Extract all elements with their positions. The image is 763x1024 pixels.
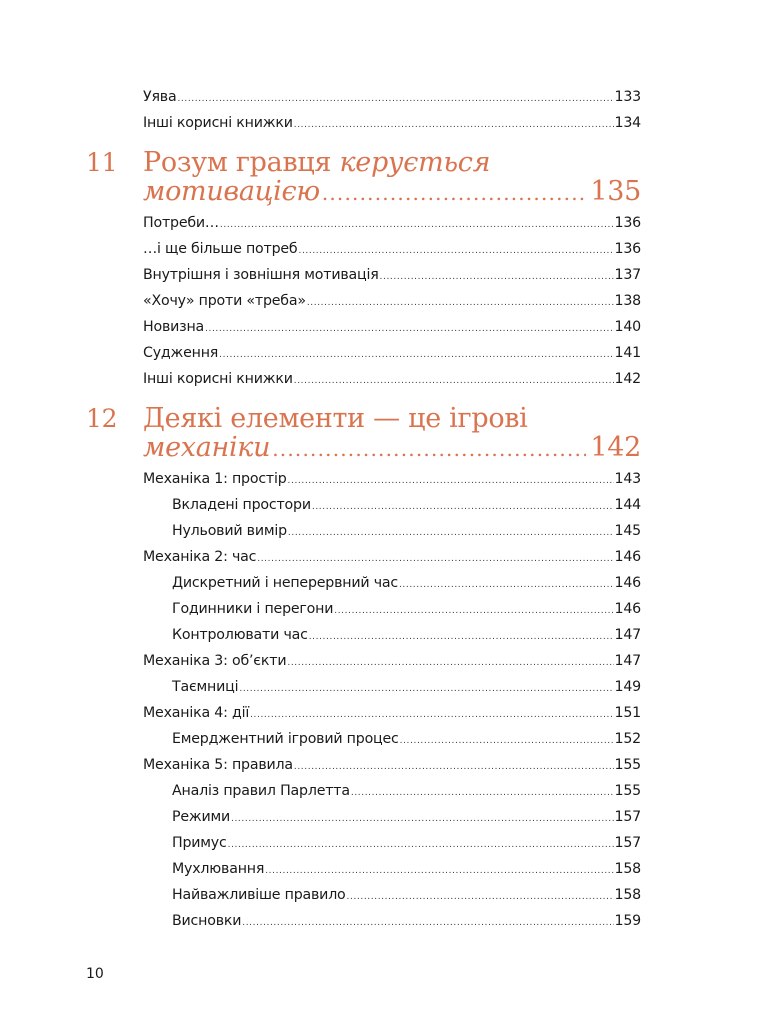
toc-entry-title: «Хочу» проти «треба» <box>143 293 306 309</box>
toc-entry-page: 159 <box>614 913 641 929</box>
dot-leader <box>239 676 613 702</box>
dot-leader <box>322 179 587 208</box>
toc-entry-page: 142 <box>614 371 641 387</box>
toc-entry-title: Інші корисні книжки <box>143 371 293 387</box>
dot-leader <box>177 86 613 112</box>
toc-entry-title: Інші корисні книжки <box>143 115 293 131</box>
toc-entry-page: 138 <box>614 293 641 309</box>
dot-leader <box>294 754 614 780</box>
toc-subentry[interactable] <box>86 518 641 544</box>
toc-entry-title: Судження <box>143 345 219 361</box>
dot-leader <box>312 494 614 520</box>
toc-entry-page: 158 <box>614 861 641 877</box>
toc-entry-page: 155 <box>614 757 641 773</box>
chapter-title-regular: Розум гравця <box>143 147 340 178</box>
dot-leader <box>228 832 614 858</box>
dot-leader <box>294 368 614 394</box>
dot-leader <box>288 468 614 494</box>
dot-leader <box>351 780 614 806</box>
toc-entry-page: 144 <box>614 497 641 513</box>
dot-leader <box>219 342 613 368</box>
toc-entry[interactable] <box>86 84 641 110</box>
toc-subentry[interactable] <box>86 570 641 596</box>
toc-entry-title: Режими <box>172 809 231 825</box>
chapter-number: 11 <box>86 148 118 177</box>
dot-leader <box>287 650 613 676</box>
toc-entry-page: 149 <box>614 679 641 695</box>
dot-leader <box>231 806 614 832</box>
toc-entry-title: Аналіз правил Парлетта <box>172 783 350 799</box>
toc-subentry[interactable] <box>86 908 641 934</box>
toc-entry-title: Найважливіше правило <box>172 887 346 903</box>
toc-entry-title: Вкладені простори <box>172 497 311 513</box>
dot-leader <box>294 112 614 138</box>
toc-entry-page: 146 <box>614 601 641 617</box>
dot-leader <box>309 624 614 650</box>
chapter-title-line2: мотивацією <box>143 176 320 207</box>
toc-entry-title: Механіка 1: простір <box>143 471 287 487</box>
toc-entry-page: 140 <box>614 319 641 335</box>
toc-subentry[interactable] <box>86 856 641 882</box>
chapter-heading-11[interactable] <box>86 148 641 208</box>
dot-leader <box>299 238 614 264</box>
toc-entry-page: 145 <box>614 523 641 539</box>
toc-entry-title: Механіка 3: об’єкти <box>143 653 287 669</box>
toc-entry-page: 143 <box>614 471 641 487</box>
toc-entry[interactable] <box>86 700 641 726</box>
toc-entry[interactable] <box>86 236 641 262</box>
toc-entry-title: Мухлювання <box>172 861 265 877</box>
dot-leader <box>400 728 614 754</box>
toc-entry-title: Дискретний і неперервний час <box>172 575 398 591</box>
toc-subentry[interactable] <box>86 726 641 752</box>
toc-entry[interactable] <box>86 648 641 674</box>
chapter-heading-12[interactable] <box>86 404 641 464</box>
toc-entry-page: 134 <box>614 115 641 131</box>
chapter-page: 135 <box>590 176 641 207</box>
toc-entry-page: 147 <box>614 653 641 669</box>
toc-entry[interactable] <box>86 262 641 288</box>
toc-subentry[interactable] <box>86 622 641 648</box>
toc-subentry[interactable] <box>86 882 641 908</box>
toc-entry-title: Механіка 5: правила <box>143 757 293 773</box>
toc-subentry[interactable] <box>86 778 641 804</box>
toc-entry-title: Механіка 2: час <box>143 549 257 565</box>
toc-entry-page: 157 <box>614 809 641 825</box>
toc-entry[interactable] <box>86 340 641 366</box>
toc-entry-title: Примус <box>172 835 227 851</box>
toc-entry[interactable] <box>86 314 641 340</box>
dot-leader <box>347 884 614 910</box>
dot-leader <box>288 520 614 546</box>
dot-leader <box>307 290 614 316</box>
chapter-title-italic: керується <box>339 147 491 178</box>
table-of-contents <box>86 84 641 934</box>
toc-entry-page: 152 <box>614 731 641 747</box>
chapter-title-line1: Деякі елементи — це ігрові <box>143 403 528 434</box>
toc-entry-page: 146 <box>614 575 641 591</box>
dot-leader <box>265 858 613 884</box>
toc-entry-title: …і ще більше потреб <box>143 241 298 257</box>
toc-entry-title: Годинники і перегони <box>172 601 334 617</box>
toc-entry-title: Новизна <box>143 319 205 335</box>
toc-entry[interactable] <box>86 366 641 392</box>
toc-entry-page: 158 <box>614 887 641 903</box>
toc-subentry[interactable] <box>86 830 641 856</box>
toc-entry-page: 151 <box>614 705 641 721</box>
page-number: 10 <box>86 966 104 982</box>
toc-entry[interactable] <box>86 210 641 236</box>
toc-subentry[interactable] <box>86 804 641 830</box>
dot-leader <box>220 212 614 238</box>
toc-entry-page: 137 <box>614 267 641 283</box>
toc-entry-title: Висновки <box>172 913 242 929</box>
dot-leader <box>205 316 613 342</box>
chapter-page: 142 <box>590 432 641 463</box>
chapter-title-line2: механіки <box>143 432 271 463</box>
toc-entry[interactable] <box>86 110 641 136</box>
dot-leader <box>242 910 613 936</box>
dot-leader <box>257 546 613 572</box>
toc-entry-page: 136 <box>614 215 641 231</box>
toc-entry-title: Нульовий вимір <box>172 523 287 539</box>
toc-entry-page: 157 <box>614 835 641 851</box>
toc-entry-title: Таємниці <box>172 679 239 695</box>
toc-entry[interactable] <box>86 288 641 314</box>
toc-subentry[interactable] <box>86 492 641 518</box>
toc-entry-page: 146 <box>614 549 641 565</box>
toc-entry-page: 147 <box>614 627 641 643</box>
toc-entry-title: Контролювати час <box>172 627 308 643</box>
toc-entry-page: 141 <box>614 345 641 361</box>
toc-entry-title: Уява <box>143 89 177 105</box>
chapter-title-line1 <box>143 148 490 177</box>
toc-entry-title: Механіка 4: дії <box>143 705 250 721</box>
toc-entry-page: 133 <box>614 89 641 105</box>
toc-subentry[interactable] <box>86 674 641 700</box>
dot-leader <box>272 435 586 464</box>
dot-leader <box>399 572 614 598</box>
toc-entry-title: Потреби… <box>143 215 219 231</box>
toc-subentry[interactable] <box>86 596 641 622</box>
toc-entry[interactable] <box>86 752 641 778</box>
toc-entry[interactable] <box>86 466 641 492</box>
dot-leader <box>250 702 613 728</box>
toc-entry-title: Емерджентний ігровий процес <box>172 731 399 747</box>
chapter-number: 12 <box>86 404 118 433</box>
toc-entry-title: Внутрішня і зовнішня мотивація <box>143 267 379 283</box>
dot-leader <box>380 264 614 290</box>
toc-entry-page: 136 <box>614 241 641 257</box>
toc-entry[interactable] <box>86 544 641 570</box>
toc-entry-page: 155 <box>614 783 641 799</box>
dot-leader <box>334 598 613 624</box>
